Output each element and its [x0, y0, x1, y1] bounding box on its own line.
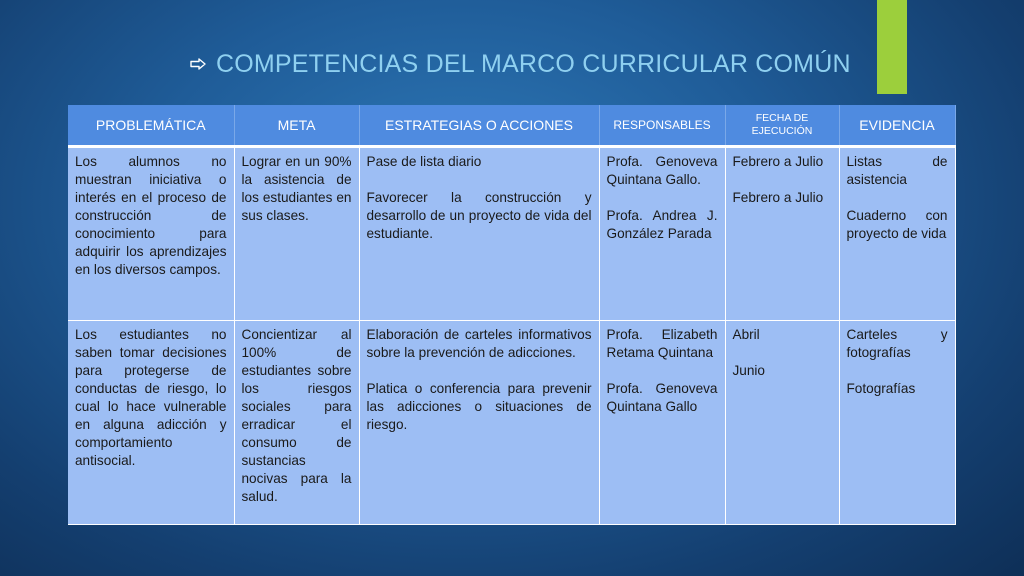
cell-evidencia [839, 321, 955, 525]
right-arrow-icon [190, 58, 206, 70]
cell-responsables [599, 321, 725, 525]
cell-text: Pase de lista diario [366, 154, 482, 169]
header-responsables: RESPONSABLES [599, 105, 725, 147]
cell-problematica [68, 321, 234, 525]
cell-text: Los alumnos no muestran iniciativa o interés en el proceso de construcción de conocimiento para adquirir los aprendizajes en los diversos campos. [75, 154, 227, 277]
table-header-row [68, 105, 955, 147]
cell-meta [234, 321, 359, 525]
cell-fecha [725, 147, 839, 321]
cell-text: Profa. Elizabeth Retama Quintana [606, 327, 718, 361]
cell-fecha [725, 321, 839, 525]
cell-problematica [68, 147, 234, 321]
cell-text: Listas de asistencia [846, 154, 948, 187]
cell-estrategias [359, 147, 599, 321]
cell-text: Profa. Andrea J. González Parada [606, 208, 718, 241]
cell-meta [234, 147, 359, 321]
header-meta: META [234, 105, 359, 147]
competencias-table [68, 105, 956, 525]
cell-text: Junio [732, 363, 765, 379]
cell-text: Concientizar al 100% de estudiantes sobre los riesgos sociales para erradicar el consumo de sustancias nocivas para la salud. [241, 327, 352, 505]
cell-text: Elaboración de carteles informativos sobre la prevención de adicciones. [366, 327, 592, 361]
cell-estrategias [359, 321, 599, 525]
slide-title: COMPETENCIAS DEL MARCO CURRICULAR COMÚN [216, 49, 851, 78]
competencias-table-container [68, 105, 955, 525]
cell-text: Lograr en un 90% la asistencia de los estudiantes en sus clases. [241, 154, 352, 223]
title-row [190, 44, 870, 84]
accent-bar [877, 0, 907, 94]
cell-text: Fotografías [846, 381, 916, 397]
header-estrategias: ESTRATEGIAS O ACCIONES [359, 105, 599, 147]
cell-evidencia [839, 147, 955, 321]
cell-text: Platica o conferencia para prevenir las adicciones o situaciones de riesgo. [366, 381, 592, 433]
cell-text: Carteles y fotografías [846, 327, 948, 361]
cell-text: Abril [732, 327, 760, 343]
table-row [68, 321, 955, 525]
cell-text: Cuaderno con proyecto de vida [846, 208, 948, 241]
cell-text: Febrero a Julio [732, 190, 824, 205]
cell-text: Los estudiantes no saben tomar decisiones para protegerse de conductas de riesgo, lo cual lo hace vulnerable en alguna adicción y comportamiento antisocial. [75, 327, 227, 469]
table-row [68, 147, 955, 321]
cell-responsables [599, 147, 725, 321]
cell-text: Profa. Genoveva Quintana Gallo. [606, 154, 718, 187]
header-fecha: FECHA DE EJECUCIÓN [725, 105, 839, 147]
header-evidencia: EVIDENCIA [839, 105, 955, 147]
cell-text: Favorecer la construcción y desarrollo de un proyecto de vida del estudiante. [366, 190, 592, 241]
cell-text: Febrero a Julio [732, 154, 824, 169]
cell-text: Profa. Genoveva Quintana Gallo [606, 381, 718, 415]
header-problematica: PROBLEMÁTICA [68, 105, 234, 147]
